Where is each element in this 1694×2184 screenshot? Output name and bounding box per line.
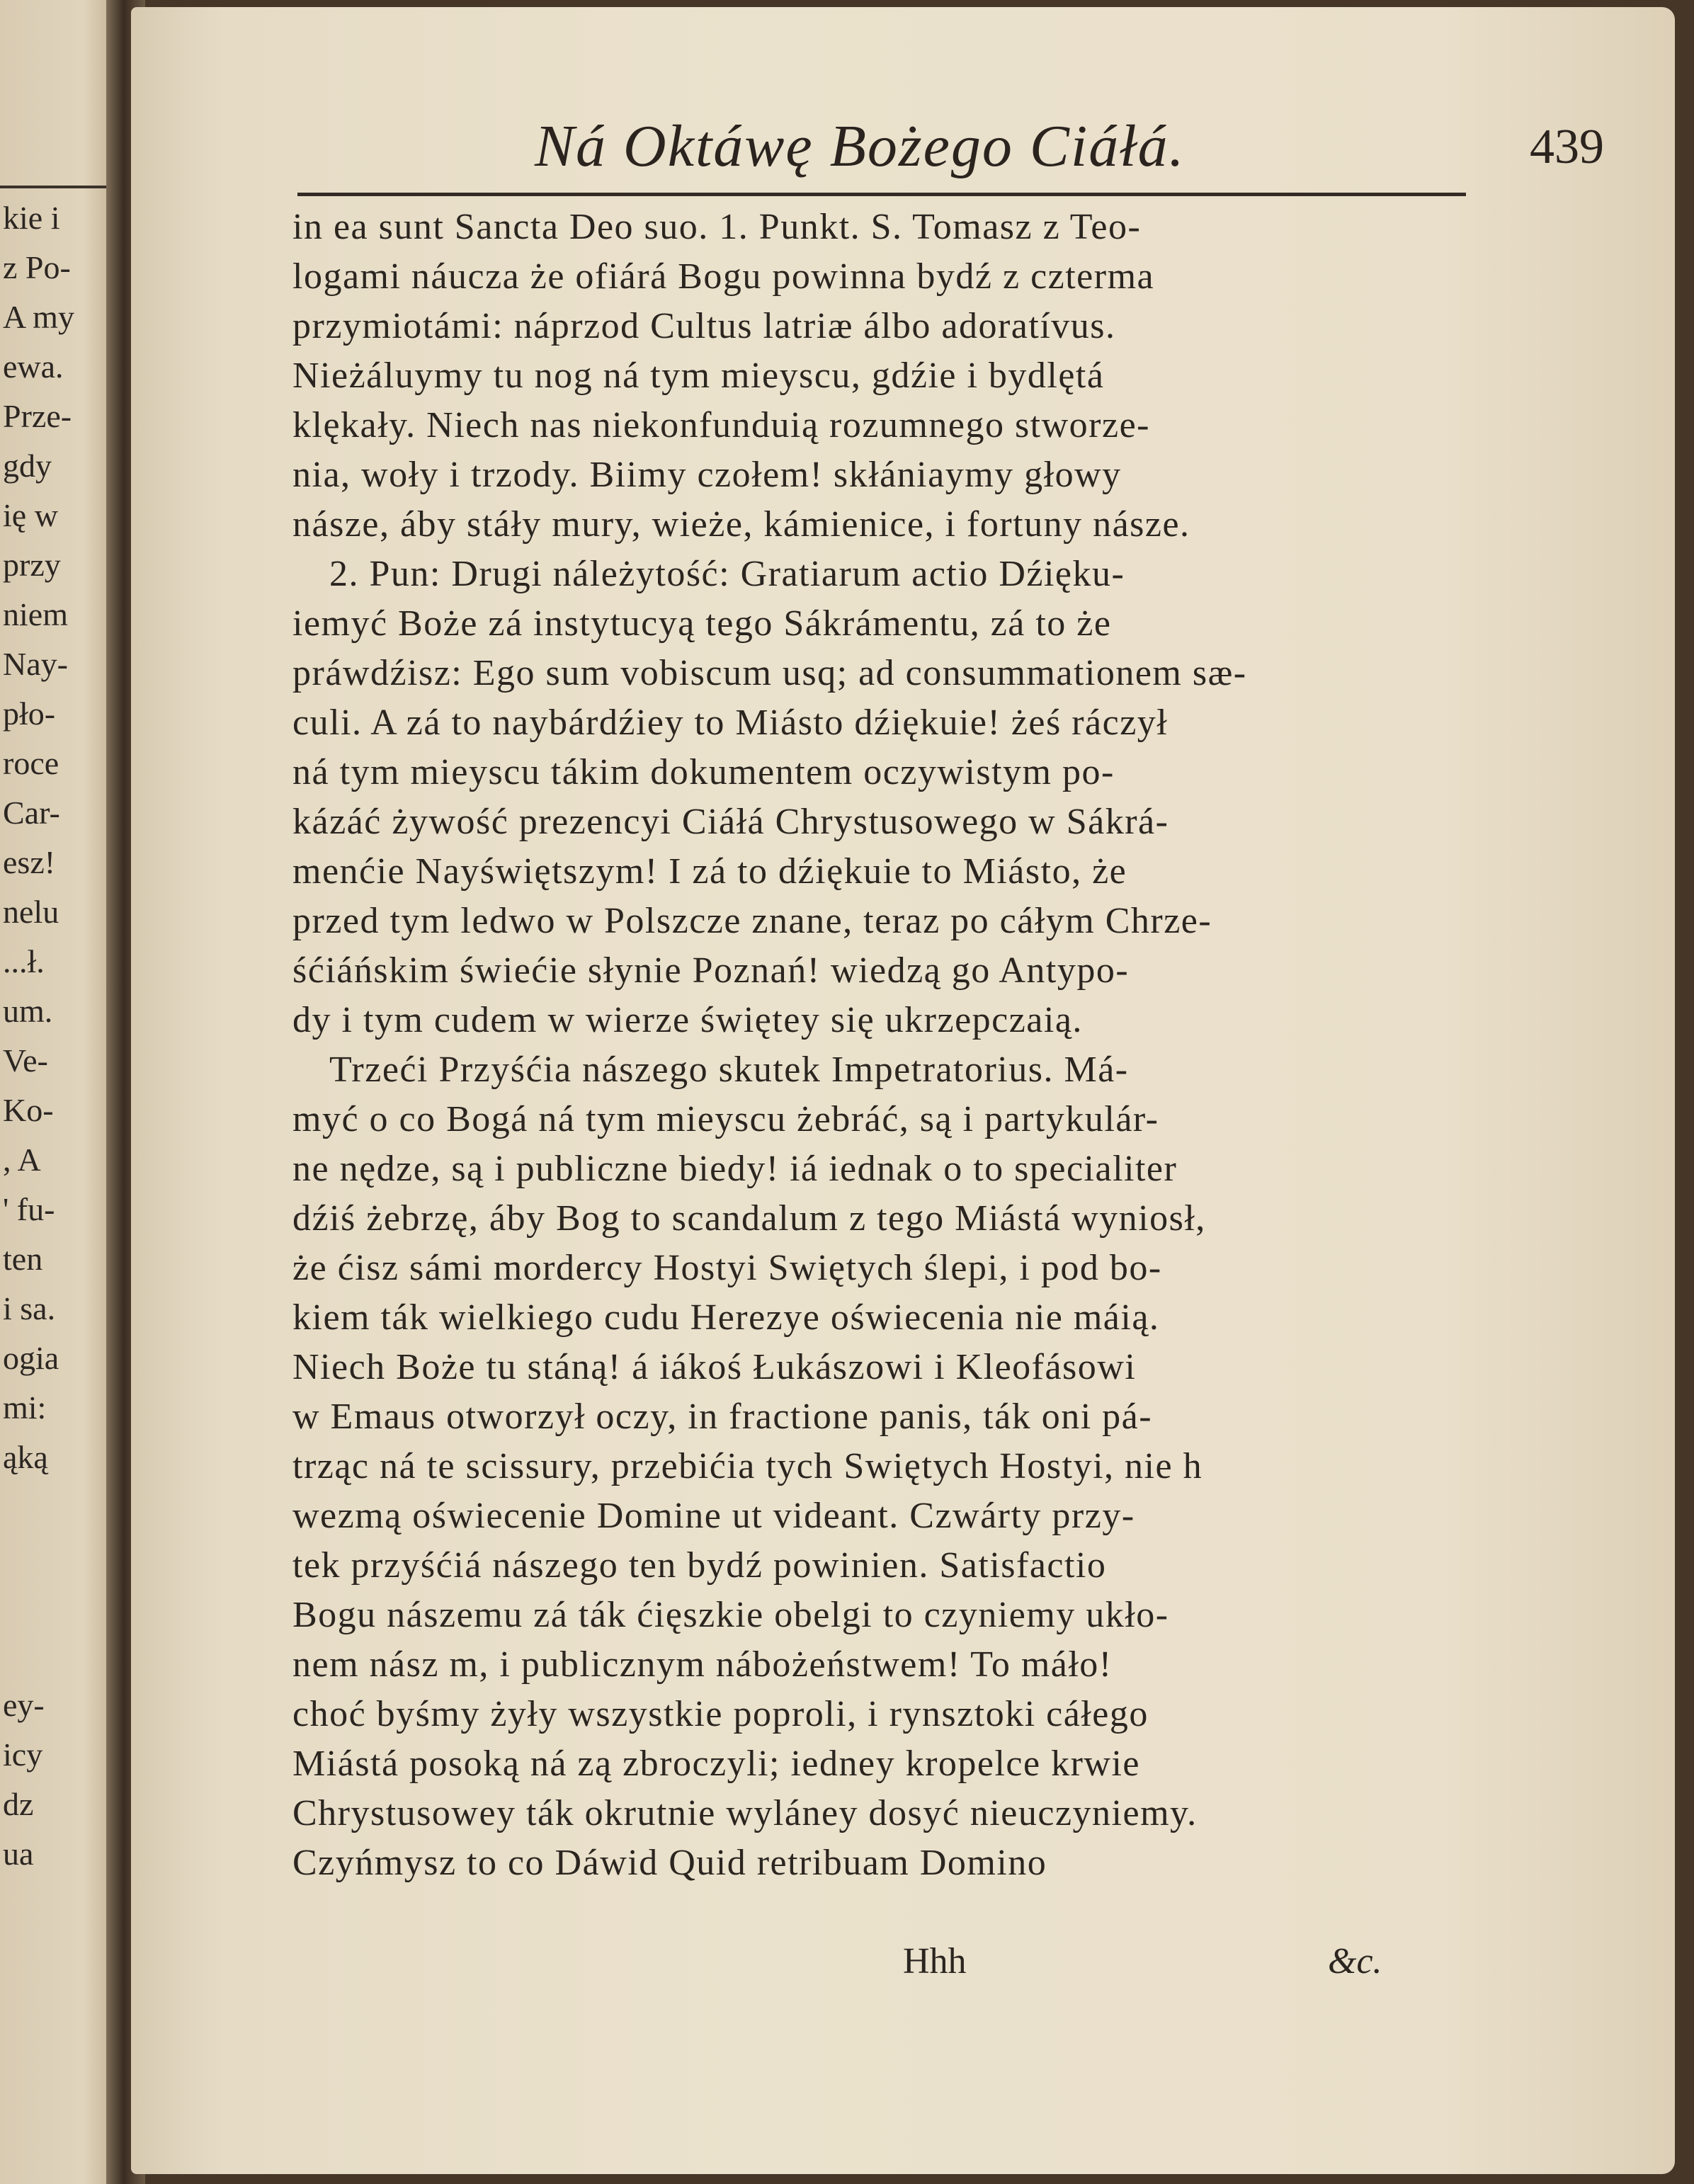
left-fragment-line: pło- [3,695,56,732]
left-fragment-line: ewa. [3,348,64,385]
text-line: nia, woły i trzody. Biimy czołem! skłániaymy głowy [292,455,1122,495]
text-line: in ea sunt Sancta Deo suo. 1. Punkt. S. Tomasz z Teo- [292,207,1142,247]
left-page-fragment [0,0,119,2184]
text-line: śćiáńskim świećie słynie Poznań! wiedzą go Antypo- [292,950,1130,991]
left-fragment-line: , A [3,1142,41,1178]
text-line: dźiś żebrzę, áby Bog to scandalum z tego Miástá wyniosł, [292,1198,1206,1239]
left-fragment-line: ogia [3,1340,59,1376]
left-fragment-line: um. [3,993,53,1029]
left-fragment-line: ey- [3,1687,45,1723]
text-line: ne nędze, są i publiczne biedy! iá iednak o to specialiter [292,1149,1178,1189]
left-fragment-line: roce [3,745,59,781]
text-line: tek przyśćiá nászego ten bydź powinien. Satisfactio [292,1545,1107,1586]
signature-mark: Hhh [903,1941,967,1981]
text-line: dy i tym cudem w wierze świętey się ukrzepczaią. [292,1000,1083,1040]
text-line: klękały. Niech nas niekonfunduią rozumnego stworze- [292,405,1150,445]
text-line: choć byśmy żyły wszystkie poproli, i rynsztoki cáłego [292,1694,1149,1734]
text-line: wezmą oświecenie Domine ut videant. Czwárty przy- [292,1496,1135,1536]
text-line: culi. A zá to naybárdźiey to Miásto dźiękuie! żeś ráczył [292,703,1169,743]
left-fragment-line: Car- [3,795,60,831]
text-line: myć o co Bogá ná tym mieyscu żebráć, są i partykulár- [292,1099,1159,1139]
left-fragment-line: icy [3,1736,43,1773]
left-fragment-line: esz! [3,844,56,880]
left-fragment-line: kie i [3,200,60,236]
left-fragment-line: ua [3,1836,34,1872]
text-line: kázáć żywość prezencyi Ciáłá Chrystusowego w Sákrá- [292,802,1169,842]
text-line: práwdźisz: Ego sum vobiscum usq; ad consummationem sæ- [292,653,1247,693]
text-line: 2. Pun: Drugi náleżytość: Gratiarum actio Dźięku- [329,554,1125,594]
left-fragment-line: i sa. [3,1290,56,1326]
text-line: Miástá posoką ná zą zbroczyli; iedney kropelce krwie [292,1744,1140,1784]
left-fragment-line: gdy [3,448,52,484]
text-line: przed tym ledwo w Polszcze znane, teraz po cáłym Chrze- [292,901,1212,941]
text-line: w Emaus otworzył oczy, in fractione panis, ták oni pá- [292,1397,1153,1437]
page-number: 439 [1530,120,1604,174]
left-fragment-line: ąką [3,1439,48,1475]
right-page [131,7,1675,2174]
text-line: że ćisz sámi mordercy Hostyi Swiętych ślepi, i pod bo- [292,1248,1162,1288]
running-head: Ná Oktáwę Bożego Ciáłá. [535,113,1186,179]
header-rule [297,193,1466,196]
text-line: iemyć Boże zá instytucyą tego Sákrámentu, zá to że [292,603,1112,644]
left-fragment-line: Ko- [3,1092,54,1128]
text-line: Niech Boże tu stáną! á iákoś Łukászowi i Kleofásowi [292,1347,1137,1387]
text-line: nem nász m, i publicznym nábożeństwem! To máło! [292,1644,1113,1685]
left-fragment-line: Prze- [3,398,72,434]
text-line: Czyńmysz to co Dáwid Quid retribuam Domino [292,1843,1047,1883]
left-fragment-line: nelu [3,894,59,930]
left-fragment-line: Nay- [3,646,68,682]
left-fragment-line: z Po- [3,249,71,285]
left-fragment-line: mi: [3,1389,47,1426]
text-line: logami náucza że ofiárá Bogu powinna bydź z czterma [292,256,1155,297]
catchword: &c. [1328,1941,1382,1981]
text-line: Nieżáluymy tu nog ná tym mieyscu, gdźie i bydlętá [292,356,1105,396]
left-fragment-line: ię w [3,497,58,533]
text-line: násze, áby stáły mury, wieże, kámienice, i fortuny násze. [292,504,1190,545]
left-fragment-line: Ve- [3,1042,48,1079]
left-fragment-line: A my [3,299,74,335]
left-fragment-line: niem [3,596,68,632]
left-fragment-line: dz [3,1786,34,1822]
left-page-rule [0,186,106,188]
text-line: Bogu nászemu zá ták ćięszkie obelgi to czyniemy ukło- [292,1595,1169,1635]
left-fragment-line: ten [3,1241,43,1277]
text-line: trząc ná te scissury, przebićia tych Swiętych Hostyi, nie h [292,1446,1203,1486]
text-line: przymiotámi: náprzod Cultus latriæ álbo adoratívus. [292,306,1116,346]
text-line: kiem ták wielkiego cudu Herezye oświecenia nie máią. [292,1297,1160,1338]
left-fragment-line: przy [3,547,61,583]
text-line: Chrystusowey ták okrutnie wyláney dosyć nieuczyniemy. [292,1793,1198,1833]
left-fragment-line: ' fu- [3,1191,55,1227]
text-line: Trzeći Przyśćia nászego skutek Impetratorius. Má- [329,1050,1129,1090]
text-line: ná tym mieyscu tákim dokumentem oczywistym po- [292,752,1115,792]
left-fragment-line: ...ł. [3,943,45,979]
text-line: menćie Nayświętszym! I zá to dźiękuie to Miásto, że [292,851,1127,892]
